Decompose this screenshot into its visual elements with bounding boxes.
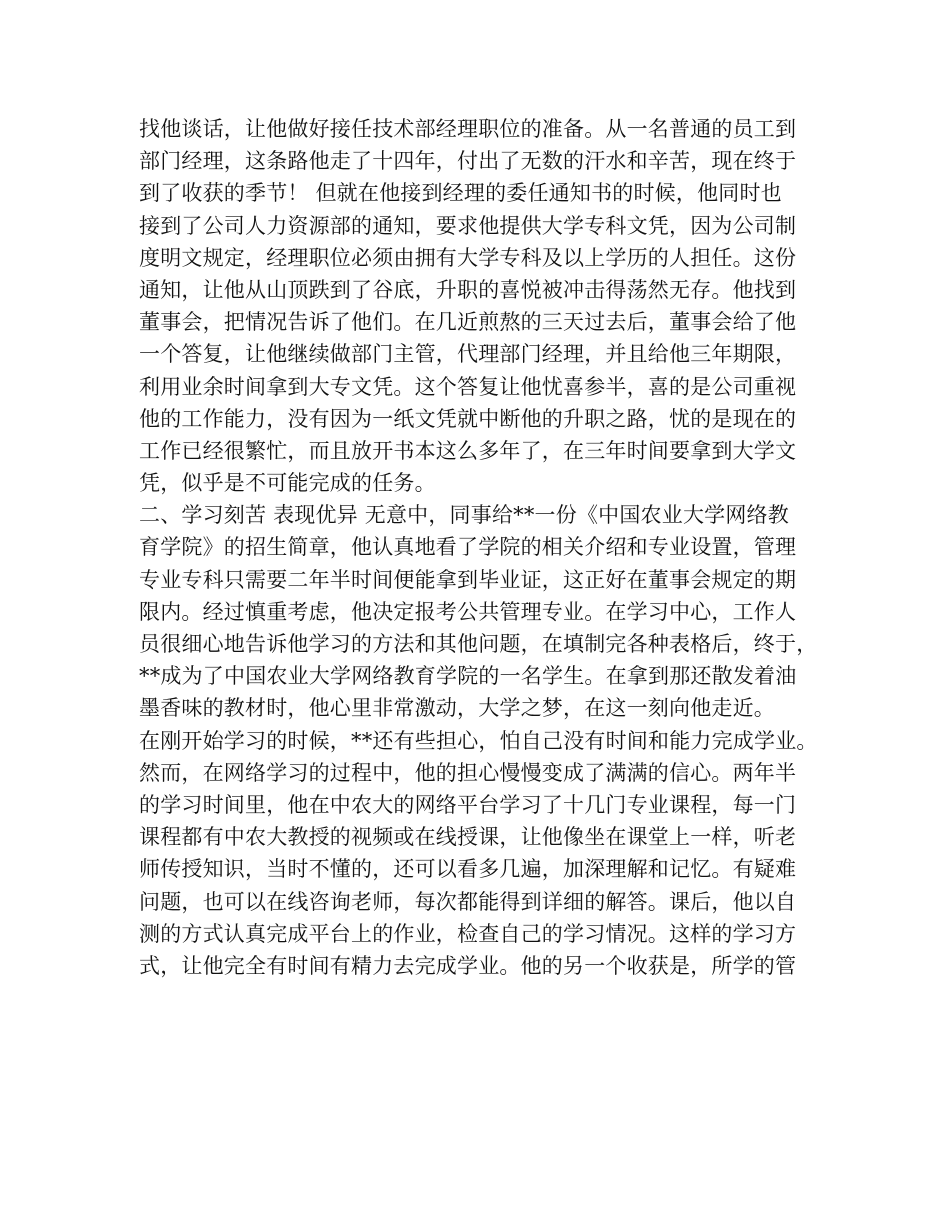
text-line: **成为了中国农业大学网络教育学院的一名学生。在拿到那还散发着油 [139,664,797,689]
text-line: 课程都有中农大教授的视频或在线授课，让他像坐在课堂上一样，听老 [139,825,797,850]
text-line: 部门经理，这条路他走了十四年，付出了无数的汗水和辛苦，现在终于 [139,149,797,174]
text-line: 师传授知识，当时不懂的，还可以看多几遍，加深理解和记忆。有疑难 [139,857,797,882]
section-heading-line: 二、学习刻苦 表现优异 无意中，同事给**一份《中国农业大学网络教 [139,503,789,528]
text-line: 工作已经很繁忙，而且放开书本这么多年了，在三年时间要拿到大学文 [139,438,797,463]
text-line: 测的方式认真完成平台上的作业，检查自己的学习情况。这样的学习方 [139,921,797,946]
document-body [139,113,839,982]
text-line: 的学习时间里，他在中农大的网络平台学习了十几门专业课程，每一门 [139,792,797,817]
text-line: 专业专科只需要二年半时间便能拿到毕业证，这正好在董事会规定的期 [139,567,797,592]
text-line: 凭，似乎是不可能完成的任务。 [139,471,436,496]
text-line: 找他谈话，让他做好接任技术部经理职位的准备。从一名普通的员工到 [139,117,797,141]
text-line: 然而，在网络学习的过程中，他的担心慢慢变成了满满的信心。两年半 [139,760,797,785]
text-line: 在刚开始学习的时候，**还有些担心，怕自己没有时间和能力完成学业。 [139,728,818,753]
text-line: 接到了公司人力资源部的通知，要求他提供大学专科文凭，因为公司制 [139,213,797,238]
text-line: 式，让他完全有时间有精力去完成学业。他的另一个收获是，所学的管 [139,953,797,978]
text-line: 限内。经过慎重考虑，他决定报考公共管理专业。在学习中心，工作人 [139,599,797,624]
text-line: 他的工作能力，没有因为一纸文凭就中断他的升职之路，忧的是现在的 [139,406,797,431]
text-line: 员很细心地告诉他学习的方法和其他问题，在填制完各种表格后，终于， [139,632,818,656]
text-line: 董事会，把情况告诉了他们。在几近煎熬的三天过去后，董事会给了他 [139,310,797,335]
text-line: 到了收获的季节！ 但就在他接到经理的委任通知书的时候，他同时也 [139,181,782,206]
text-line: 一个答复，让他继续做部门主管，代理部门经理，并且给他三年期限， [139,342,797,367]
text-line: 度明文规定，经理职位必须由拥有大学专科及以上学历的人担任。这份 [139,245,797,270]
text-line: 墨香味的教材时，他心里非常激动，大学之梦，在这一刻向他走近。 [139,696,775,721]
text-line: 育学院》的招生简章，他认真地看了学院的相关介绍和专业设置，管理 [139,535,797,560]
text-line: 问题，也可以在线咨询老师，每次都能得到详细的解答。课后，他以自 [139,889,797,914]
text-line: 利用业余时间拿到大专文凭。这个答复让他忧喜参半，喜的是公司重视 [139,374,797,399]
text-line: 通知，让他从山顶跌到了谷底，升职的喜悦被冲击得荡然无存。他找到 [139,277,797,302]
